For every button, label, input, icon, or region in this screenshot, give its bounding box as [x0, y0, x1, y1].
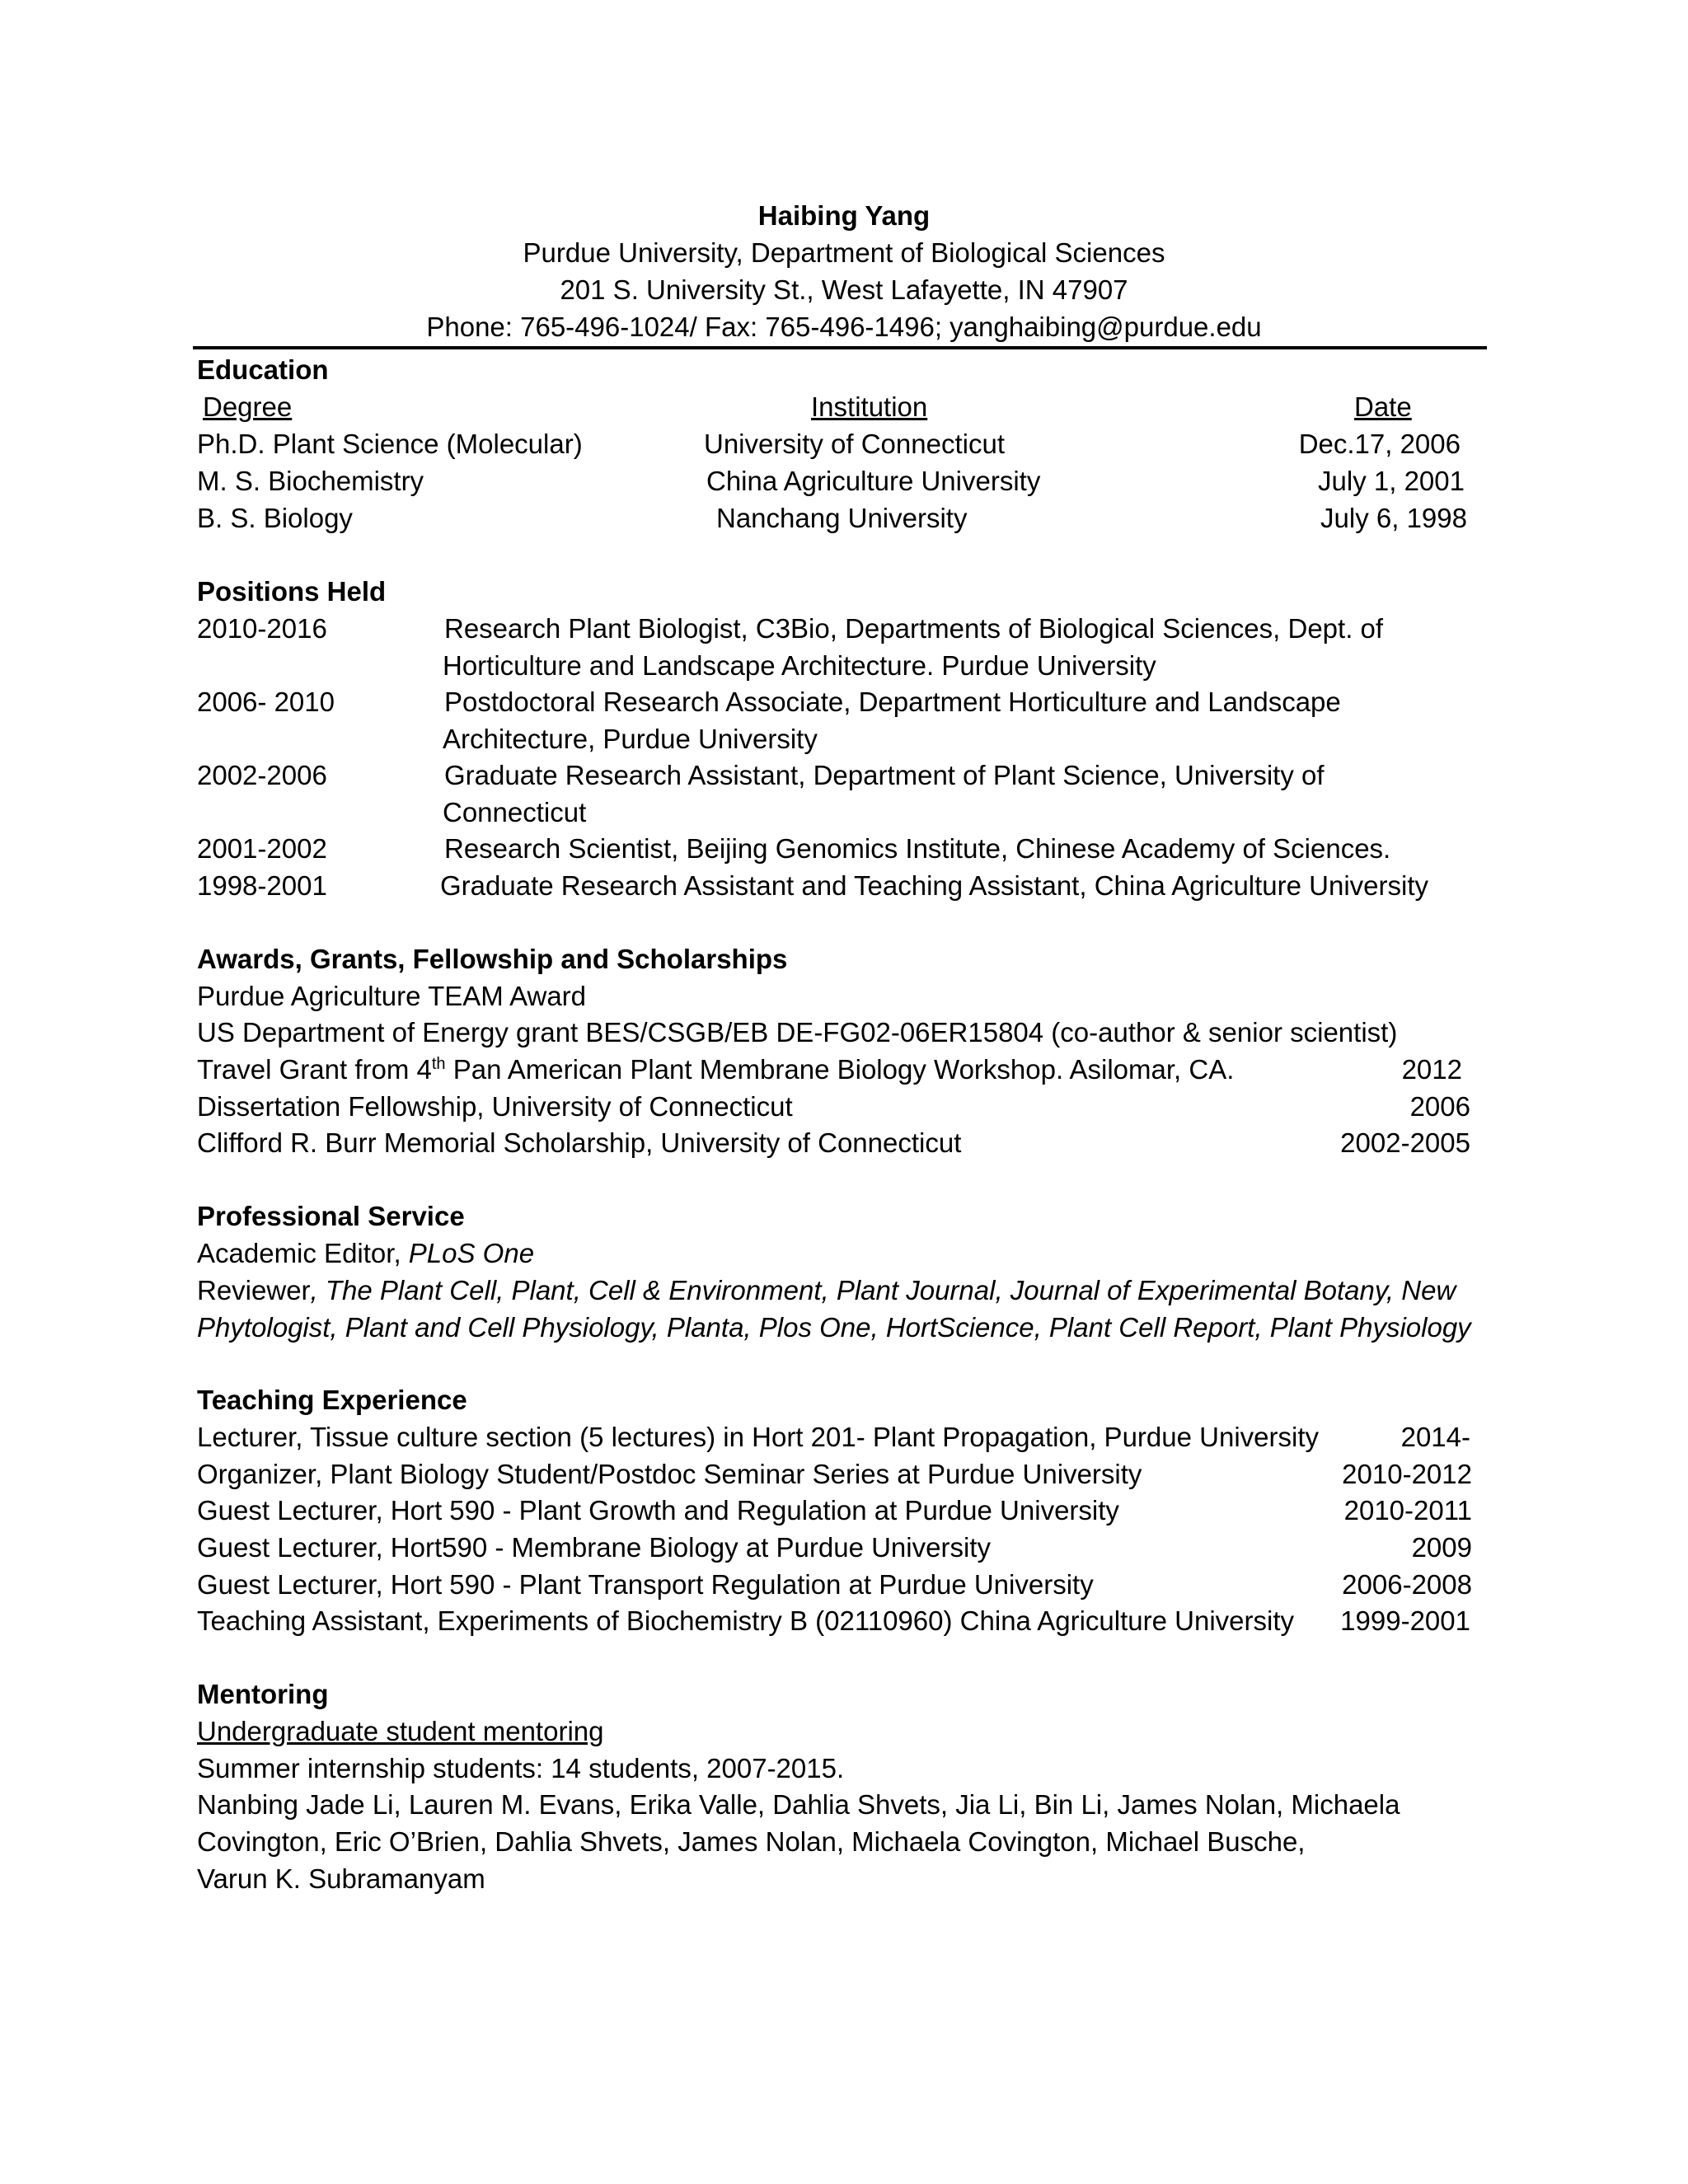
- service-editor-journal: PLoS One: [408, 1238, 535, 1268]
- position-title: Postdoctoral Research Associate, Department Horticulture and Landscape: [444, 687, 1341, 717]
- mentoring-names-cont: Varun K. Subramanyam: [197, 1863, 485, 1894]
- positions-heading: Positions Held: [197, 576, 387, 607]
- header-divider: [193, 346, 1487, 349]
- affiliation: Purdue University, Department of Biological Sciences: [523, 237, 1165, 268]
- position-title-cont: Connecticut: [443, 797, 587, 827]
- position-years: 2001-2002: [197, 833, 327, 864]
- contact-line: Phone: 765-496-1024/ Fax: 765-496-1496; yanghaibing@purdue.edu: [426, 312, 1262, 342]
- service-heading: Professional Service: [197, 1201, 465, 1231]
- teaching-item: Guest Lecturer, Hort590 - Membrane Biology at Purdue University: [197, 1532, 991, 1563]
- award-item: US Department of Energy grant BES/CSGB/EB DE-FG02-06ER15804 (co-author & senior scientist): [197, 1017, 1398, 1047]
- teaching-item: Organizer, Plant Biology Student/Postdoc Seminar Series at Purdue University: [197, 1459, 1142, 1489]
- teaching-item: Teaching Assistant, Experiments of Biochemistry B (02110960) China Agriculture University: [197, 1605, 1295, 1636]
- award-item: Dissertation Fellowship, University of Connecticut: [197, 1091, 793, 1122]
- award-year: 2006: [1409, 1091, 1470, 1122]
- education-col-date: Date: [1354, 391, 1412, 422]
- education-degree: B. S. Biology: [197, 503, 353, 533]
- teaching-item: Guest Lecturer, Hort 590 - Plant Growth and Regulation at Purdue University: [197, 1495, 1119, 1526]
- education-date: July 1, 2001: [1318, 466, 1465, 496]
- teaching-year: 1999-2001: [1340, 1605, 1470, 1636]
- education-col-degree: Degree: [203, 391, 293, 422]
- position-title-cont: Horticulture and Landscape Architecture. Purdue University: [443, 650, 1156, 681]
- mentoring-names: Nanbing Jade Li, Lauren M. Evans, Erika Valle, Dahlia Shvets, Jia Li, Bin Li, James Nolan, Michaela: [197, 1789, 1400, 1820]
- award-text: Travel Grant from 4: [197, 1054, 432, 1085]
- position-title-cont: Architecture, Purdue University: [443, 724, 818, 754]
- mentoring-summary: Summer internship students: 14 students, 2007-2015.: [197, 1753, 845, 1783]
- education-col-institution: Institution: [811, 391, 928, 422]
- award-text-cont: Pan American Plant Membrane Biology Workshop. Asilomar, CA.: [445, 1054, 1235, 1085]
- award-item: Purdue Agriculture TEAM Award: [197, 981, 587, 1011]
- teaching-year: 2009: [1411, 1532, 1472, 1563]
- mentoring-names-cont: Covington, Eric O’Brien, Dahlia Shvets, James Nolan, Michaela Covington, Michael Busche,: [197, 1826, 1306, 1857]
- teaching-year: 2006-2008: [1342, 1569, 1472, 1600]
- service-editor: [197, 1235, 534, 1272]
- award-year: 2012: [1401, 1054, 1462, 1085]
- cv-name: Haibing Yang: [757, 200, 931, 231]
- position-years: 2010-2016: [197, 613, 327, 644]
- service-reviewer-journals-cont: Phytologist, Plant and Cell Physiology, Planta, Plos One, HortScience, Plant Cell Report, Plant Physiology: [197, 1312, 1471, 1343]
- award-item: [197, 1051, 1234, 1088]
- mentoring-heading: Mentoring: [197, 1679, 329, 1709]
- education-degree: Ph.D. Plant Science (Molecular): [197, 429, 583, 459]
- award-year: 2002-2005: [1340, 1127, 1470, 1158]
- position-years: 2006- 2010: [197, 687, 335, 717]
- teaching-item: Guest Lecturer, Hort 590 - Plant Transport Regulation at Purdue University: [197, 1569, 1094, 1600]
- education-institution: China Agriculture University: [706, 466, 1041, 496]
- teaching-item: Lecturer, Tissue culture section (5 lectures) in Hort 201- Plant Propagation, Purdue University: [197, 1422, 1319, 1452]
- award-item: Clifford R. Burr Memorial Scholarship, University of Connecticut: [197, 1127, 962, 1158]
- education-degree: M. S. Biochemistry: [197, 466, 424, 496]
- position-title: Research Plant Biologist, C3Bio, Departments of Biological Sciences, Dept. of: [444, 613, 1384, 644]
- position-title: Graduate Research Assistant and Teaching Assistant, China Agriculture University: [440, 870, 1429, 901]
- position-years: 1998-2001: [197, 870, 327, 901]
- position-title: Research Scientist, Beijing Genomics Institute, Chinese Academy of Sciences.: [444, 833, 1391, 864]
- mentoring-subheading: Undergraduate student mentoring: [197, 1716, 604, 1746]
- service-reviewer-role: Reviewer: [197, 1275, 311, 1305]
- teaching-year: 2014-: [1400, 1422, 1470, 1452]
- service-editor-role: Academic Editor,: [197, 1238, 409, 1268]
- teaching-year: 2010-2012: [1342, 1459, 1472, 1489]
- service-reviewer-journals: , The Plant Cell, Plant, Cell & Environment, Plant Journal, Journal of Experimental Botany, New: [310, 1275, 1456, 1305]
- award-superscript: th: [431, 1055, 446, 1073]
- education-institution: Nanchang University: [716, 503, 968, 533]
- education-date: July 6, 1998: [1320, 503, 1467, 533]
- awards-heading: Awards, Grants, Fellowship and Scholarships: [197, 944, 788, 974]
- education-date: Dec.17, 2006: [1298, 429, 1461, 459]
- position-title: Graduate Research Assistant, Department of Plant Science, University of: [444, 760, 1325, 790]
- teaching-year: 2010-2011: [1343, 1495, 1472, 1526]
- address: 201 S. University St., West Lafayette, IN 47907: [560, 274, 1128, 305]
- education-heading: Education: [197, 354, 329, 385]
- position-years: 2002-2006: [197, 760, 327, 790]
- teaching-heading: Teaching Experience: [197, 1385, 467, 1415]
- service-reviewer: [197, 1272, 1456, 1309]
- education-institution: University of Connecticut: [704, 429, 1005, 459]
